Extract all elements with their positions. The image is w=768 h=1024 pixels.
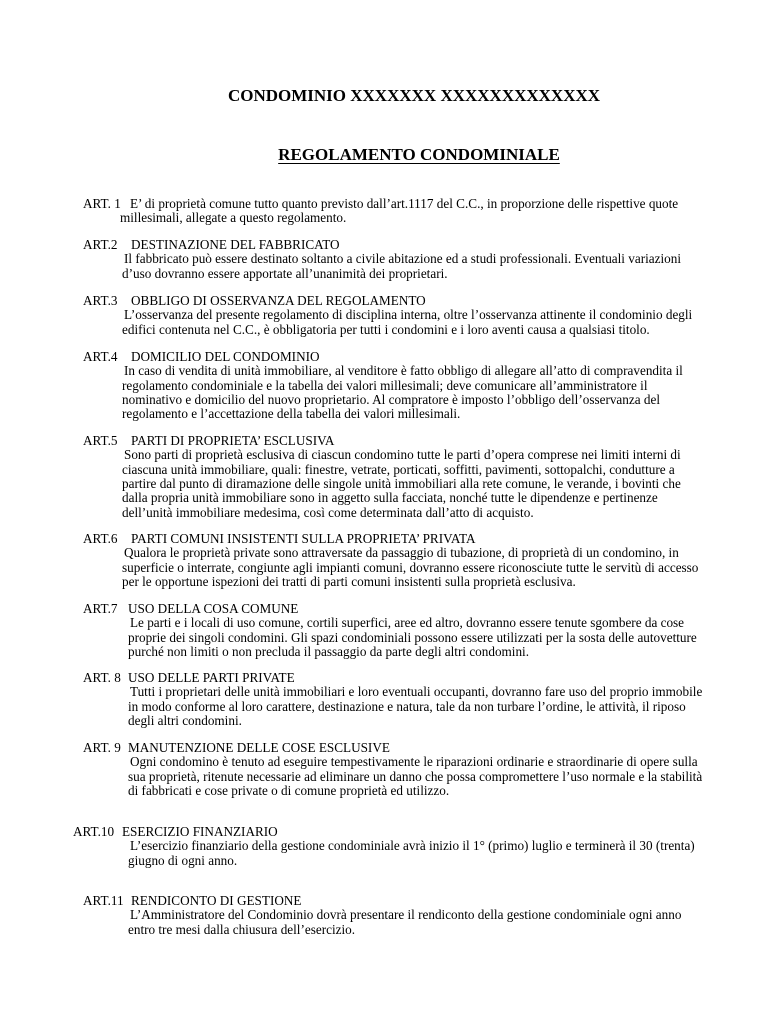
article-heading: MANUTENZIONE DELLE COSE ESCLUSIVE: [128, 740, 390, 755]
article-text-line: di fabbricati e cose private o di comune proprietà ed utilizzo.: [128, 782, 450, 798]
article-heading: USO DELLA COSA COMUNE: [128, 601, 299, 616]
article-text-line: partire dal punto di diramazione delle singole unità immobiliari alla rete comune, le verande, i bovinti che: [122, 475, 681, 491]
article-text-line: millesimali, allegate a questo regolamento.: [120, 210, 347, 226]
article-text-line: Qualora le proprietà private sono attraversate da passaggio di tubazione, di proprietà di un condomino, in: [124, 545, 679, 561]
article-text-line: Il fabbricato può essere destinato soltanto a civile abitazione ed a studi professionali. Eventuali variazioni: [124, 251, 681, 267]
article-text-line: degli altri condomini.: [128, 712, 242, 728]
article-heading: PARTI COMUNI INSISTENTI SULLA PROPRIETA’ PRIVATA: [131, 531, 476, 546]
article-text-line: superficie o interrate, congiunte agli impianti comuni, dovranno essere riconosciute tutte le servitù di accesso: [122, 559, 699, 575]
article-text-line: E’ di proprietà comune tutto quanto previsto dall’art.1117 del C.C., in proporzione delle rispettive quote: [130, 196, 679, 211]
article-text-line: regolamento condominiale e la tabella dei valori millesimali; deve comunicare all’amministratore il: [122, 377, 648, 393]
article-number: ART.2: [83, 237, 118, 252]
article-number: ART.11: [83, 893, 124, 908]
article-heading: ESERCIZIO FINANZIARIO: [122, 824, 278, 839]
article-text-line: proprie dei singoli condomini. Gli spazi condominiali possono essere utilizzati per la sosta delle autovetture: [128, 629, 697, 645]
document-subtitle-text: REGOLAMENTO CONDOMINIALE: [278, 145, 560, 164]
article-text-line: entro tre mesi dalla chiusura dell’esercizio.: [128, 921, 356, 937]
article-text-line: Sono parti di proprietà esclusiva di ciascun condomino tutte le parti d’opera comprese nei limiti interni di: [124, 447, 681, 463]
article-number: ART.4: [83, 349, 118, 364]
article-text-line: L’esercizio finanziario della gestione condominiale avrà inizio il 1° (primo) luglio e terminerà il 30 (trenta): [130, 838, 695, 854]
article-text-line: L’osservanza del presente regolamento di disciplina interna, oltre l’osservanza attinente il condominio degli: [124, 307, 693, 323]
document-subtitle: [0, 145, 768, 165]
article-heading: PARTI DI PROPRIETA’ ESCLUSIVA: [131, 433, 335, 448]
article-text-line: edifici contenuta nel C.C., è obbligatoria per tutti i condomini e i loro aventi causa a qualsiasi titolo.: [122, 321, 650, 337]
article-number: ART.10: [73, 824, 115, 839]
article-number: ART.7: [83, 601, 118, 616]
article-number: ART.6: [83, 531, 118, 546]
article-text-line: L’Amministratore del Condominio dovrà presentare il rendiconto della gestione condominiale ogni anno: [130, 907, 682, 923]
article-heading: RENDICONTO DI GESTIONE: [131, 893, 302, 908]
article-heading: USO DELLE PARTI PRIVATE: [128, 670, 295, 685]
article-text-line: In caso di vendita di unità immobiliare, al venditore è fatto obbligo di allegare all’atto di compravendita il: [124, 363, 683, 379]
article-number: ART. 9: [83, 740, 121, 755]
article-text-line: purché non limiti o non precluda il passaggio da parte degli altri condomini.: [128, 643, 530, 659]
article-text-line: d’uso dovranno essere apportate all’unanimità dei proprietari.: [122, 265, 448, 281]
article-text-line: giugno di ogni anno.: [128, 852, 238, 868]
article-heading: DESTINAZIONE DEL FABBRICATO: [131, 237, 340, 252]
article-text-line: ciascuna unità immobiliare, quali: finestre, vetrate, porticati, soffitti, pavimenti, sottopalchi, condutture a: [122, 461, 675, 477]
article-number: ART.3: [83, 293, 118, 308]
article-text-line: Tutti i proprietari delle unità immobiliari e loro eventuali occupanti, dovranno fare uso del proprio immobile: [130, 684, 703, 700]
article-number: ART. 1: [83, 196, 121, 211]
article-heading: OBBLIGO DI OSSERVANZA DEL REGOLAMENTO: [131, 293, 426, 308]
article-text-line: sua proprietà, ritenute necessarie ad eliminare un danno che possa compromettere l’uso normale e la stabilità: [128, 768, 703, 784]
article-number: ART.5: [83, 433, 118, 448]
article-heading: DOMICILIO DEL CONDOMINIO: [131, 349, 320, 364]
article-text-line: dell’unità immobiliare medesima, così come determinata dall’atto di acquisto.: [122, 504, 534, 520]
article-text-line: in modo conforme al loro carattere, destinazione e natura, tale da non turbare l’ordine, le attività, il riposo: [128, 698, 686, 714]
article-text-line: per le opportune ispezioni dei tratti di parti comuni insistenti sulla proprietà esclusiva.: [122, 573, 576, 589]
article-number: ART. 8: [83, 670, 121, 685]
article-text-line: dalla propria unità immobiliare sono in aggetto sulla facciata, nonché tutte le dipendenze e pertinenze: [122, 490, 658, 506]
article-text-line: Le parti e i locali di uso comune, cortili superfici, aree ed altro, dovranno essere tenute sgombere da cose: [130, 615, 685, 631]
article-text-line: Ogni condomino è tenuto ad eseguire tempestivamente le riparazioni ordinarie e straordinarie di opere sulla: [130, 754, 698, 770]
article-text-line: nominativo e domicilio del nuovo proprietario. Al compratore è imposto l’obbligo dell’osservanza del: [122, 391, 660, 407]
document-title: CONDOMINIO XXXXXXX XXXXXXXXXXXXX: [227, 86, 601, 105]
article-text-line: regolamento e l’accettazione della tabella dei valori millesimali.: [122, 406, 461, 422]
